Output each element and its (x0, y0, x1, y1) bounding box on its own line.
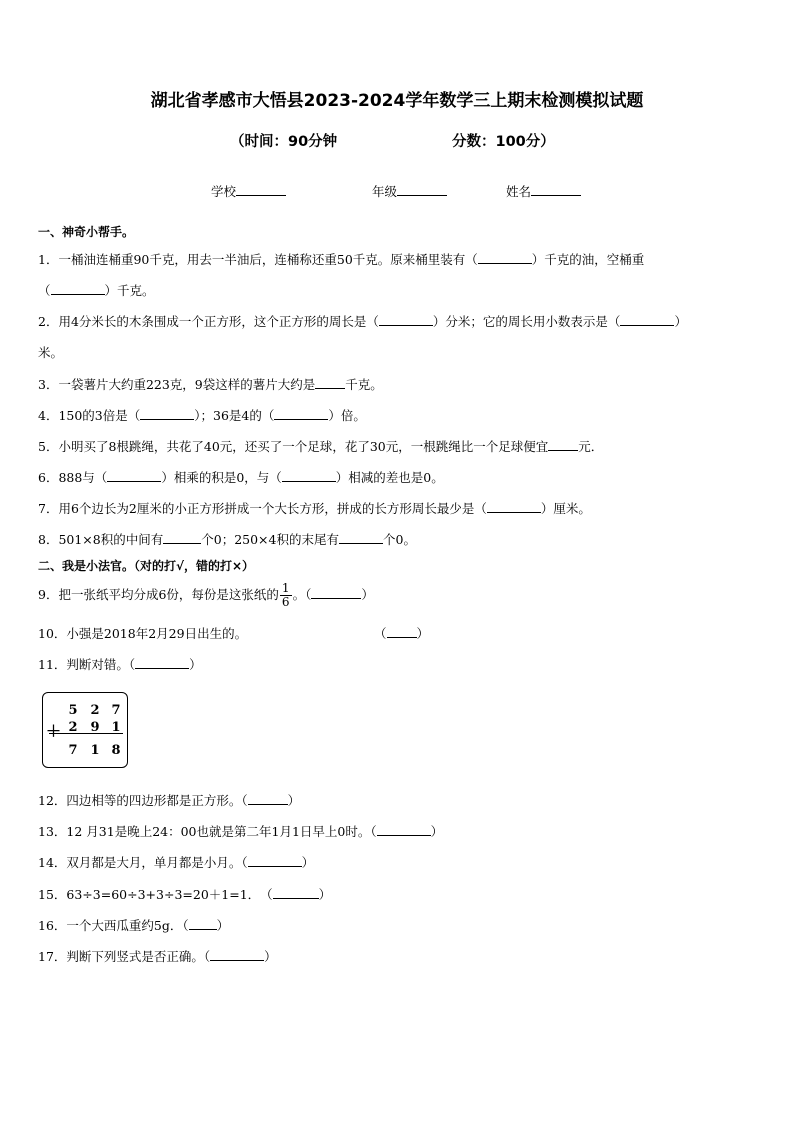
addend-2-tens: 9 (90, 720, 100, 735)
q15-blank[interactable] (273, 886, 319, 899)
question-1 (38, 250, 644, 268)
exam-title: 湖北省孝感市大悟县2023-2024学年数学三上期末检测模拟试题 (150, 91, 644, 111)
q11-blank[interactable] (135, 656, 189, 669)
section-2-heading: 二、我是小法官。（对的打√，错的打×） (38, 559, 255, 573)
addend-1-hundreds: 5 (68, 703, 78, 718)
q2-blank-1[interactable] (379, 313, 433, 326)
q2-text-a: 2．用4分米长的木条围成一个正方形，这个正方形的周长是（ (38, 314, 379, 329)
q2-blank-2[interactable] (620, 313, 674, 326)
question-12 (38, 791, 300, 809)
q4-text-c: ）倍。 (328, 408, 366, 423)
q10-blank[interactable] (387, 625, 417, 638)
addend-2-ones: 1 (111, 720, 121, 735)
sum-tens: 1 (90, 743, 100, 758)
question-9 (38, 582, 374, 609)
q9-text-a: 9．把一张纸平均分成6份，每份是这张纸的 (38, 587, 279, 602)
question-17 (38, 947, 277, 965)
q6-text-c: ）相减的差也是0。 (335, 470, 444, 485)
question-4 (38, 406, 366, 424)
name-label: 姓名 (506, 184, 532, 199)
q9-text-c: ） (361, 587, 374, 602)
grade-label: 年级 (372, 184, 398, 199)
sum-ones: 8 (111, 743, 121, 758)
question-16 (38, 916, 229, 934)
q10-text-c: ） (416, 626, 430, 641)
q6-blank-2[interactable] (282, 469, 336, 482)
q12-text-b: ） (287, 793, 301, 808)
q14-text-b: ） (301, 855, 315, 870)
exam-score: 分数：100分） (452, 134, 555, 150)
school-label: 学校 (211, 184, 237, 199)
q3-blank[interactable] (315, 376, 345, 389)
name-field (506, 182, 581, 200)
q9-text-b: 。（ (292, 587, 312, 602)
question-2 (38, 312, 687, 330)
q6-text-a: 6．888与（ (38, 470, 108, 485)
q6-blank-1[interactable] (107, 469, 161, 482)
q16-text-b: ） (216, 918, 230, 933)
q9-blank[interactable] (311, 586, 361, 599)
q2-text-c: ） (674, 314, 687, 329)
q1-text-b: ）千克的油，空桶重 (531, 252, 645, 267)
q6-text-b: ）相乘的积是0，与（ (161, 470, 282, 485)
question-14 (38, 853, 314, 871)
q12-text-a: 12．四边相等的四边形都是正方形。（ (38, 793, 248, 808)
q2-text-b: ）分米；它的周长用小数表示是（ (432, 314, 621, 329)
q7-text-b: ）厘米。 (540, 501, 591, 516)
addend-1-tens: 2 (90, 703, 100, 718)
section-1-heading: 一、神奇小帮手。 (38, 225, 135, 239)
addition-box (42, 692, 128, 768)
q8-text-b: 个0；250×4积的末尾有 (201, 532, 339, 547)
q9-numerator: 1 (281, 581, 290, 595)
q14-text-a: 14．双月都是大月，单月都是小月。（ (38, 855, 248, 870)
school-field (211, 182, 286, 200)
q1-blank-2[interactable] (51, 282, 105, 295)
addend-1-ones: 7 (111, 703, 121, 718)
q4-blank-1[interactable] (140, 407, 194, 420)
q8-text-c: 个0。 (383, 532, 416, 547)
question-15 (38, 885, 331, 903)
q8-blank-1[interactable] (163, 531, 201, 544)
q8-text-a: 8．501×8积的中间有 (38, 532, 164, 547)
q14-blank[interactable] (248, 854, 302, 867)
q13-text-b: ） (430, 824, 444, 839)
q16-blank[interactable] (189, 917, 217, 930)
exam-time: （时间：90分钟 (230, 134, 338, 150)
question-10 (38, 624, 247, 642)
q3-text-a: 3．一袋薯片大约重223克，9袋这样的薯片大约是 (38, 377, 316, 392)
name-blank[interactable] (531, 183, 581, 196)
question-2-continued: 米。 (38, 345, 64, 360)
sum-hundreds: 7 (68, 743, 78, 758)
q7-text-a: 7．用6个边长为2厘米的小正方形拼成一个大长方形，拼成的长方形周长最少是（ (38, 501, 487, 516)
q12-blank[interactable] (248, 792, 288, 805)
q13-blank[interactable] (377, 823, 431, 836)
q16-text-a: 16．一个大西瓜重约5g．（ (38, 918, 189, 933)
q17-text-a: 17．判断下列竖式是否正确。（ (38, 949, 211, 964)
addend-2-hundreds: 2 (68, 720, 78, 735)
question-13 (38, 822, 443, 840)
q4-blank-2[interactable] (274, 407, 328, 420)
question-6 (38, 468, 444, 486)
question-7 (38, 499, 591, 517)
sum-line (49, 733, 123, 734)
q17-text-b: ） (264, 949, 277, 964)
q5-text-b: 元． (578, 439, 604, 454)
q11-text-b: ） (189, 657, 202, 672)
q4-text-b: ）；36是4的（ (194, 408, 275, 423)
q15-text-a: 15．63÷3=60÷3+3÷3=20＋1=1． （ (38, 887, 273, 902)
q10-text-a: 10．小强是2018年2月29日出生的。 (38, 626, 248, 641)
q9-denominator: 6 (281, 595, 290, 609)
q11-text-a: 11．判断对错。（ (38, 657, 136, 672)
q17-blank[interactable] (210, 948, 264, 961)
grade-blank[interactable] (397, 183, 447, 196)
plus-sign: ＋ (46, 722, 62, 740)
q7-blank[interactable] (487, 500, 541, 513)
question-11 (38, 655, 202, 673)
q9-fraction (280, 582, 292, 609)
q4-text-a: 4．150的3倍是（ (38, 408, 141, 423)
q8-blank-2[interactable] (339, 531, 383, 544)
school-blank[interactable] (236, 183, 286, 196)
q13-text-a: 13．12 月31是晚上24：00也就是第二年1月1日早上0时。（ (38, 824, 377, 839)
grade-field (372, 182, 447, 200)
q15-text-b: ） (318, 887, 332, 902)
q10-text-b: （ (374, 626, 387, 641)
question-5 (38, 437, 603, 455)
q1-text-c: （ (38, 283, 51, 298)
q1-text-a: 1．一桶油连桶重90千克，用去一半油后，连桶称还重50千克。原来桶里装有（ (38, 252, 478, 267)
q1-blank-1[interactable] (478, 251, 532, 264)
q5-blank[interactable] (548, 438, 578, 451)
question-1-continued (38, 281, 155, 299)
question-10-answer (374, 624, 429, 642)
question-3 (38, 375, 383, 393)
q1-text-d: ）千克。 (104, 283, 155, 298)
q5-text-a: 5．小明买了8根跳绳，共花了40元，还买了一个足球，花了30元，一根跳绳比一个足球便宜 (38, 439, 549, 454)
q3-text-b: 千克。 (345, 377, 383, 392)
question-8 (38, 530, 416, 548)
